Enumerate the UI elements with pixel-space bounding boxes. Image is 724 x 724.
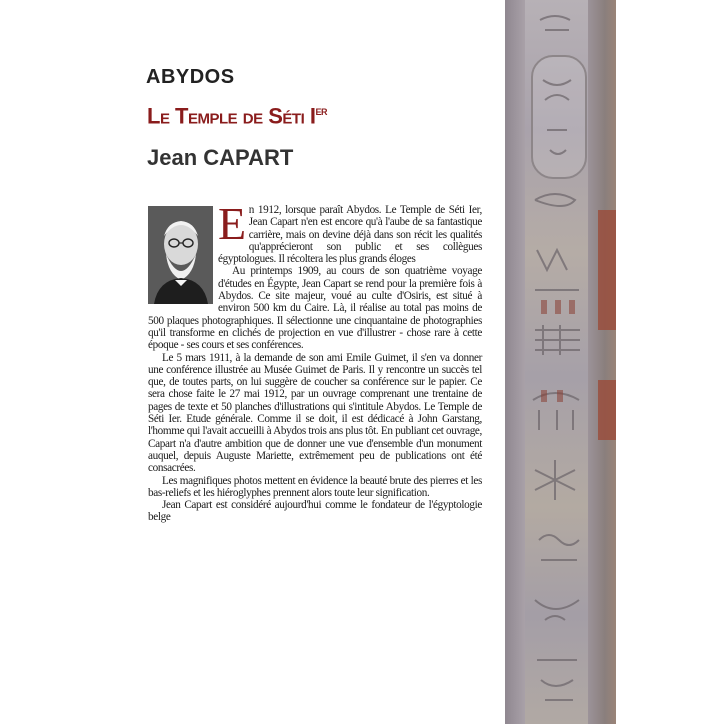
drop-cap: E xyxy=(218,198,246,249)
paragraph: n 1912, lorsque paraît Abydos. Le Temple de Séti Ier, Jean Capart n'en est encore qu'à l'aube de sa fantastique carrière, mais on devine déjà dans son récit les qualités qu'apprécieront son public et ses collègues égyptologues. Il récoltera les plus grands éloges xyxy=(218,204,482,266)
author-name: Jean CAPART xyxy=(147,145,294,170)
portrait-photo-icon xyxy=(148,206,213,304)
hieroglyph-relief-icon xyxy=(505,0,616,724)
paragraph: Les magnifiques photos mettent en évidence la beauté brute des pierres et les bas-reliefs et les hiéroglyphes prennent alors toute leur signification. xyxy=(148,474,482,499)
series-title: ABYDOS xyxy=(146,66,235,88)
paragraph: Au printemps 1909, au cours de son quatrième voyage d'études en Égypte, Jean Capart se rend pour la première fois à Abydos. Ce site majeur, voué au culte d'Osiris, est situé à environ 500 km du Caire. Là, il réalise au total pas moins de 500 plaques photographiques. Il sélectionne une cinquantaine de photographies qu'il transforme en clichés de projection en vue d'illustrer - chose rare à cette époque - ses cours et ses conférences. xyxy=(148,265,482,352)
book-title-main: Le Temple de Séti I xyxy=(147,103,316,129)
book-title xyxy=(147,103,327,129)
relief-glyphs xyxy=(505,0,616,724)
book-title-suffix: er xyxy=(315,103,327,118)
paragraph: Le 5 mars 1911, à la demande de son ami Emile Guimet, il s'en va donner une conférence illustrée au Musée Guimet de Paris. Il y rencontre un succès tel que, de toutes parts, on lui suggère de coucher sa conférence sur le papier. Ce sera chose faite le 27 mai 1912, par un ouvrage comprenant une trentaine de pages de texte et 50 planches d'illustrations qui s'intitule Abydos. Le Temple de Séti Ier. Etude générale. Comme il se doit, il est dédicacé à John Garstang, l'homme qui l'avait accueilli à Abydos trois ans plus tôt. En publiant cet ouvrage, Capart n'a d'autre ambition que de donner une vue d'ensemble d'un monument auquel, depuis Auguste Mariette, extrêmement peu de publications ont été consacrées. xyxy=(148,351,482,475)
paragraph: Jean Capart est considéré aujourd'hui comme le fondateur de l'égyptologie belge xyxy=(148,499,482,524)
portrait-drawing xyxy=(148,206,213,304)
